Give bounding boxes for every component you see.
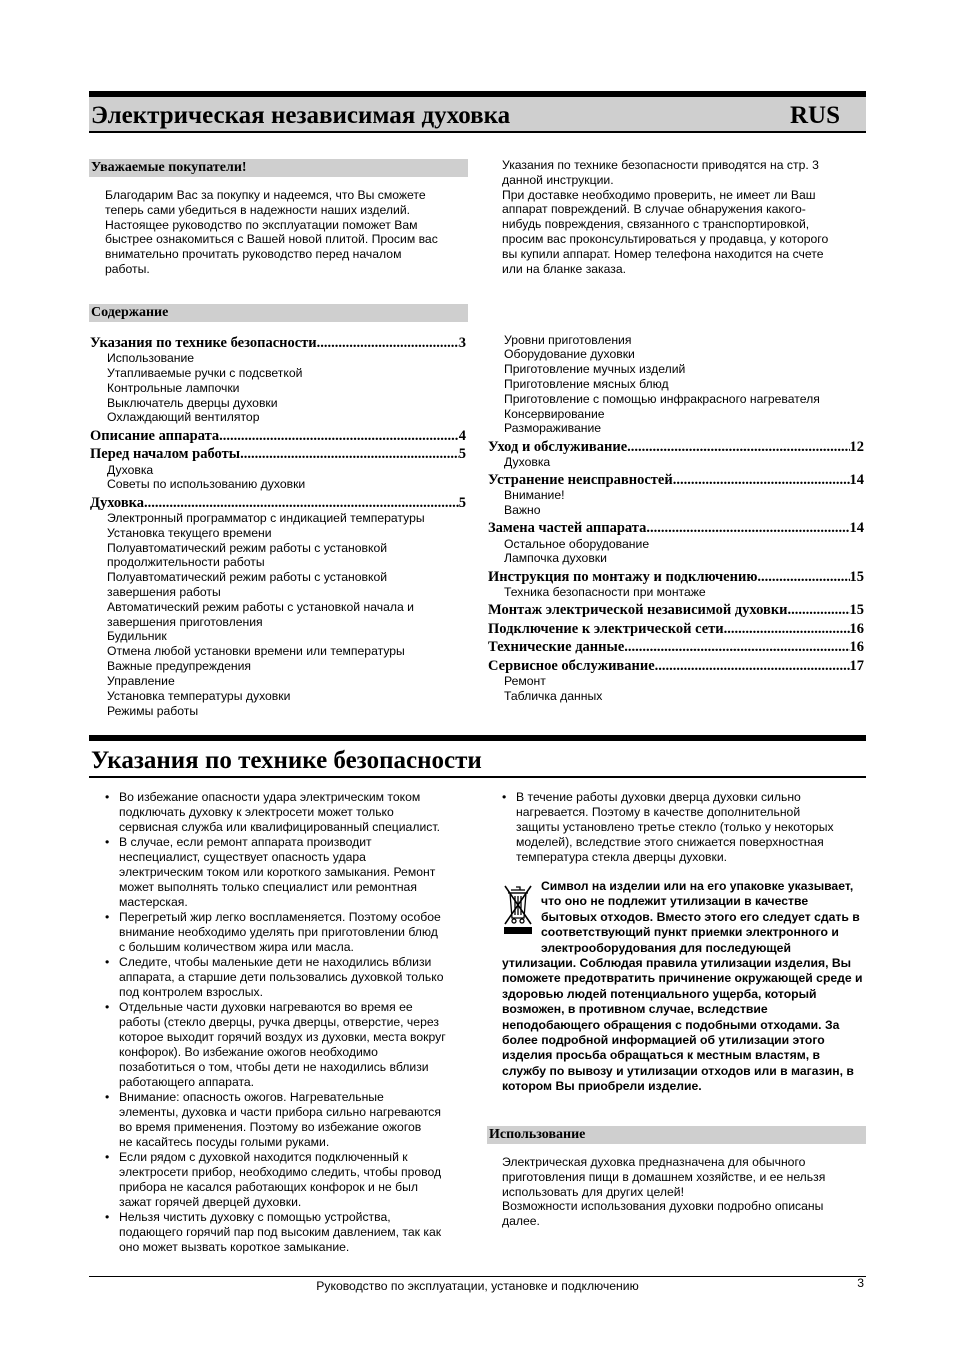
- toc-sub-item: Установка температуры духовки: [107, 689, 291, 703]
- dear-customers-text: Благодарим Вас за покупку и надеемся, что Вы сможете теперь сами убедиться в надежности наших изделий. Настоящее руководство по эксплуатации поможет Вам быстрее ознакомиться с Вашей новой плитой. Просим вас внимательно прочитать руководство перед началом работы.: [105, 188, 438, 276]
- toc-sub-item: Приготовление мучных изделий: [504, 362, 686, 376]
- list-item: • Во избежание опасности удара электрическим током подключать духовку к электросети может только сервисная служба или квалифицированный специалист.: [105, 790, 475, 835]
- footer-divider: [89, 1276, 866, 1277]
- toc-entry[interactable]: Духовка ..... 5: [90, 494, 466, 512]
- language-code: RUS: [789, 102, 840, 129]
- safety-bullets-left: [105, 790, 475, 1255]
- intro-right-text: Указания по технике безопасности приводятся на стр. 3 данной инструкции. При доставке необходимо проверить, не имеет ли Ваш аппарат повреждений. В случае обнаружения какого- нибудь повреждения, связанного с транспортировкой, просим вас проконсультироваться у продавца, у которого вы купили аппарат. Номер телефона находится на счете или на бланке заказа.: [502, 158, 829, 276]
- list-item: • Следите, чтобы маленькие дети не находились вблизи аппарата, а старшие дети пользовались духовкой только под контролем взрослых.: [105, 955, 475, 1000]
- toc-entry[interactable]: Указания по технике безопасности ..... 3: [90, 334, 466, 352]
- toc-sub-item: Важные предупреждения: [107, 659, 252, 673]
- toc-entry[interactable]: Сервисное обслуживание ..... 17: [488, 657, 864, 675]
- toc-entry[interactable]: Уход и обслуживание ..... 12: [488, 438, 864, 456]
- toc-sub-item: завершения работы: [107, 585, 221, 599]
- safety-title-bar: [89, 735, 866, 778]
- toc-sub-item: Приготовление с помощью инфракрасного нагревателя: [504, 392, 820, 406]
- safety-bullets-right: [502, 790, 866, 865]
- toc-sub-item: завершения приготовления: [107, 615, 263, 629]
- usage-text: Электрическая духовка предназначена для обычного приготовления пищи в домашнем хозяйстве, и ее нельзя использовать для других целей! Возможности использования духовки подробно описаны далее.: [502, 1155, 826, 1229]
- toc-sub-item: продолжительности работы: [107, 555, 265, 569]
- toc-entry[interactable]: Устранение неисправностей ..... 14: [488, 471, 864, 489]
- footer-text: Руководство по эксплуатации, установке и подключению: [316, 1279, 639, 1293]
- toc-entry[interactable]: Технические данные ..... 16: [488, 638, 864, 656]
- toc-sub-item: Духовка: [504, 455, 551, 469]
- toc-sub-item: Остальное оборудование: [504, 537, 650, 551]
- toc-sub-item: Внимание!: [504, 488, 565, 502]
- list-item: • В течение работы духовки дверца духовки сильно нагревается. Поэтому в качестве дополнительной защиты установлено третье стекло (только у некоторых моделей), вследствие этого снижается поверхностная температура стекла дверцы духовки.: [502, 790, 866, 865]
- toc-sub-item: Будильник: [107, 629, 167, 643]
- list-item: • Нельзя чистить духовку с помощью устройства, подающего горячий пар под высоким давлением, так как оно может вызвать короткое замыкание.: [105, 1210, 475, 1255]
- toc-sub-item: Электронный программатор с индикацией температуры: [107, 511, 425, 525]
- toc-sub-item: Уровни приготовления: [504, 333, 632, 347]
- toc-sub-item: Важно: [504, 503, 541, 517]
- list-item: • В случае, если ремонт аппарата производит неспециалист, существует опасность удара электрическим током или короткого замыкания. Ремонт может выполнять только специалист или ремонтная мастерская.: [105, 835, 475, 910]
- toc-sub-item: Выключатель дверцы духовки: [107, 396, 278, 410]
- page-title: Электрическая независимая духовка: [91, 102, 511, 129]
- toc-sub-item: Автоматический режим работы с установкой начала и: [107, 600, 414, 614]
- toc-sub-item: Ремонт: [504, 674, 546, 688]
- toc-sub-item: Охлаждающий вентилятор: [107, 410, 260, 424]
- toc-sub-item: Приготовление мясных блюд: [504, 377, 669, 391]
- toc-entry[interactable]: Подключение к электрической сети ..... 16: [488, 620, 864, 638]
- toc-sub-item: Духовка: [107, 463, 154, 477]
- list-item: • Перегретый жир легко воспламеняется. Поэтому особое внимание необходимо уделять при приготовлении блюд с большим количеством жира или масла.: [105, 910, 475, 955]
- toc-sub-item: Полуавтоматический режим работы с установкой: [107, 570, 388, 584]
- toc-sub-item: Табличка данных: [504, 689, 603, 703]
- page-number: 3: [857, 1276, 864, 1290]
- list-item: • Если рядом с духовкой находится подключенный к электросети прибор, необходимо следить, чтобы провод прибора не касался работающих конфорок и не был зажат горячей дверцей духовки.: [105, 1150, 475, 1210]
- list-item: • Отдельные части духовки нагреваются во время ее работы (стекло дверцы, ручка дверцы, отверстие, через которое выходит горячий воздух из духовки, места вокруг конфорок). Во избежание ожогов необходимо позаботиться о том, чтобы дети не находились вблизи работающего аппарата.: [105, 1000, 475, 1090]
- toc-sub-item: Техника безопасности при монтаже: [504, 585, 706, 599]
- toc-sub-item: Лампочка духовки: [504, 551, 607, 565]
- dear-customers-heading: Уважаемые покупатели!: [89, 159, 468, 177]
- toc-sub-item: Установка текущего времени: [107, 526, 272, 540]
- toc-entry[interactable]: Перед началом работы ..... 5: [90, 445, 466, 463]
- contents-heading: Содержание: [89, 304, 468, 322]
- toc-sub-item: Использование: [107, 351, 195, 365]
- header-bar: [89, 91, 866, 133]
- toc-sub-item: Консервирование: [504, 407, 605, 421]
- toc-sub-item: Размораживание: [504, 421, 602, 435]
- toc-sub-item: Режимы работы: [107, 704, 199, 718]
- toc-entry[interactable]: Монтаж электрической независимой духовки ..... 15: [488, 601, 864, 619]
- toc-sub-item: Управление: [107, 674, 175, 688]
- toc-sub-item: Утапливаемые ручки с подсветкой: [107, 366, 303, 380]
- toc-sub-item: Полуавтоматический режим работы с установкой: [107, 541, 388, 555]
- safety-title: Указания по технике безопасности: [91, 747, 482, 774]
- toc-sub-item: Оборудование духовки: [504, 347, 635, 361]
- usage-heading: Использование: [487, 1126, 866, 1144]
- weee-text: Символ на изделии или на его упаковке указывает, что оно не подлежит утилизации в качестве бытовых отходов. Вместо этого его следует сдать в соответствующий пункт приемки электронного и электрооборудования для последующей утилизации. Соблюдая правила утилизации изделия, Вы поможете предотвратить причинение окружающей среде и здоровью людей потенциального ущерба, который возможен, в противном случае, вследствие неподобающего обращения с подобными отходами. За более подробной информацией об утилизации этого изделия просьба обращаться к местным властям, в службу по вывозу и утилизации отходов или в магазин, в котором Вы приобрели изделие.: [502, 879, 863, 1094]
- toc-sub-item: Отмена любой установки времени или температуры: [107, 644, 405, 658]
- toc-sub-item: Советы по использованию духовки: [107, 477, 306, 491]
- list-item: • Внимание: опасность ожогов. Нагревательные элементы, духовка и части прибора сильно нагреваются во время применения. Поэтому во избежание ожогов не касайтесь посуды голыми руками.: [105, 1090, 475, 1150]
- toc-entry[interactable]: Замена частей аппарата ..... 14: [488, 519, 864, 537]
- toc-entry[interactable]: Инструкция по монтажу и подключению ..... 15: [488, 568, 864, 586]
- toc-sub-item: Контрольные лампочки: [107, 381, 240, 395]
- toc-entry[interactable]: Описание аппарата ..... 4: [90, 427, 466, 445]
